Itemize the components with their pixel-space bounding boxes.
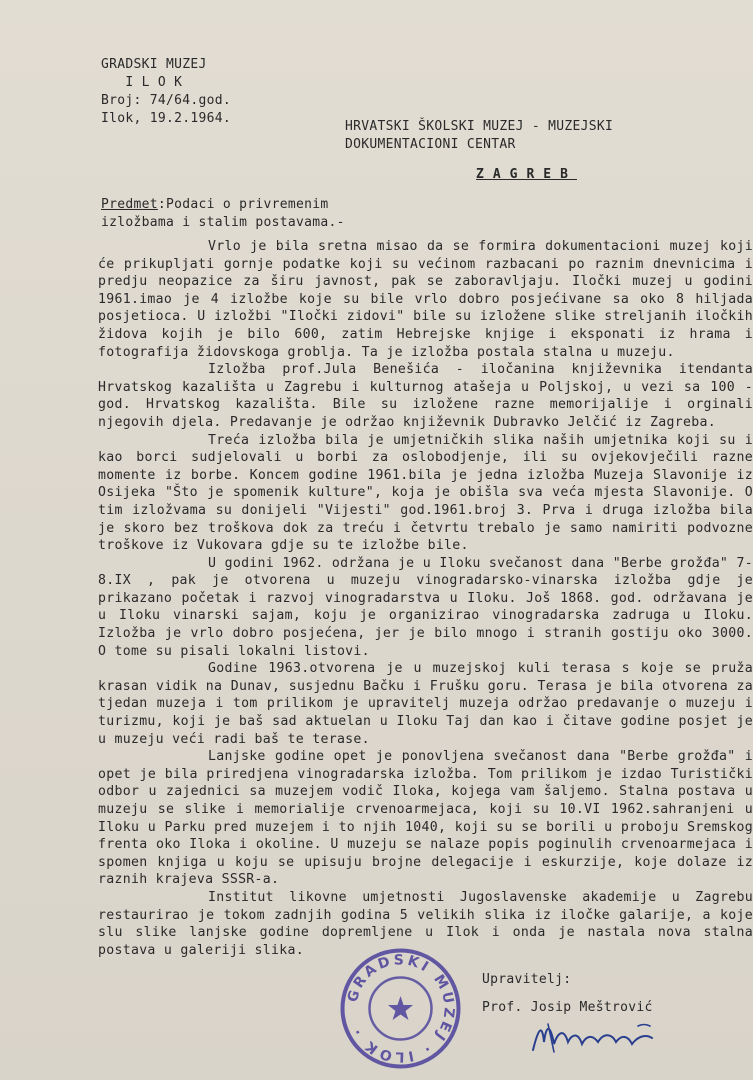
recipient-block bbox=[345, 118, 613, 154]
recipient-line-1: HRVATSKI ŠKOLSKI MUZEJ - MUZEJSKI bbox=[345, 119, 614, 134]
signature-scribble-icon bbox=[528, 1012, 668, 1062]
recipient-city: ZAGREB bbox=[476, 167, 577, 182]
subject-block bbox=[101, 196, 345, 232]
subject-label: Predmet bbox=[101, 197, 158, 212]
paragraph-6: Lanjske godine opet je ponovljena svečanost dana "Berbe grožđa" i opet je bila priredjena vinogradarska izložba. Tom prilikom je izdao Turistički odbor u zajednici sa muzejem vodič Iloka, kojega vam šaljemo. Stalna postava u muzeju se slike i memorialije crvenoarmejaca, koji su 10.VI 1962.sahranjeni u Iloku u Parku pred muzejem i to njih 1040, koji su se borili u proboju Sremskog frenta oko Iloka i okoline. U muzeju se nalaze popis poginulih crvenoarmejaca i spomen knjiga u koju se upisuju brojne delegacije i eskurzije, koje dolaze iz raznih krajeva SSSR-a. bbox=[98, 749, 753, 888]
handwritten-signature bbox=[528, 1012, 668, 1066]
recipient-line-2: DOKUMENTACIONI CENTAR bbox=[345, 137, 516, 152]
sender-date: Ilok, 19.2.1964. bbox=[101, 111, 232, 126]
sender-city: I L O K bbox=[101, 75, 183, 90]
subject-line-2: izložbama i stalim postavama.- bbox=[101, 215, 345, 230]
signature-title: Upravitelj: bbox=[482, 972, 572, 987]
sender-name: GRADSKI MUZEJ bbox=[101, 57, 207, 72]
paragraph-1: Vrlo je bila sretna misao da se formira dokumentacioni muzej koji će prikupljati gornje podatke koji su većinom razbacani po raznim dnevnicima i predju neopazice za širu javnost, pak se zaboravljaju. Iločki muzej u godini 1961.imao je 4 izložbe koje su bile vrlo dobro posjećivane sa oko 8 hiljada posjetioca. U izložbi "Iločki zidovi" bile su izložene slike streljanih iločkih židova kojih je bilo 600, zatim Hebrejske knjige i eksponati iz hrama i fotografija židovskoga groblja. Ta je izložba postala stalna u muzeju. bbox=[98, 239, 753, 360]
sender-number: Broj: 74/64.god. bbox=[101, 93, 232, 108]
paragraph-7: Institut likovne umjetnosti Jugoslavenske akademije u Zagrebu restaurirao je tokom zadnjih godina 5 velikih slika iz iločke galarije, a koje slu slike lanjske godine dopremljene u Ilok i onda je nastala nova stalna postava u galeriji slika. bbox=[98, 889, 753, 958]
svg-text:GRADSKI MUZEJ · ILOK ·: GRADSKI MUZEJ · ILOK · bbox=[344, 952, 457, 1065]
sender-block bbox=[101, 56, 231, 128]
paragraph-3: Treća izložba bila je umjetničkih slika naših umjetnika koji su i kao borci sudjelovali u borbi za oslobodjenje, ili su ovjekovječili razne momente iz borbe. Koncem godine 1961.bila je jedna izložba Muzeja Slavonije iz Osijeka "Što je spomenik kulture", koja je obišla sva veća mjesta Slavonije. O tim izložvama su donijeli "Vijesti" god.1961.broj 3. Prva i druga izložba bila je skoro bez troškova dok za treću i četvrtu trebalo je samo namiriti podvozne troškove iz Vukovara gdje su te izložbe bile. bbox=[98, 432, 753, 554]
museum-stamp bbox=[338, 946, 463, 1075]
paragraph-2: Izložba prof.Jula Benešića - iločanina književnika itendanta Hrvatskog kazališta u Zagrebu i kulturnog atašeja u Poljskoj, u vezi sa 100 - god. Hrvatskog kazališta. Bile su izložene razne memorijalije i orginali njegovih djela. Predavanje je održao književnik Dubravko Jelčić iz Zagreba. bbox=[98, 362, 753, 430]
letter-body bbox=[98, 238, 753, 959]
paragraph-5: Godine 1963.otvorena je u muzejskoj kuli terasa s koje se pruža krasan vidik na Dunav, susjednu Bačku i Frušku goru. Terasa je bila otvorena za tjedan muzeja i tom prilikom je upravitelj muzeja održao predavanje o muzeju i turizmu, koji je baš sad aktuelan u Iloku Taj dan kao i čitave godine posjet je u muzeju veći radi baš te terase. bbox=[98, 661, 753, 747]
signature-name: Prof. Josip Meštrović bbox=[482, 1000, 653, 1015]
stamp-seal-icon bbox=[338, 946, 463, 1071]
subject-line-1: :Podaci o privremenim bbox=[157, 197, 329, 212]
paragraph-4: U godini 1962. održana je u Iloku svečanost dana "Berbe grožđa" 7-8.IX , pak je otvorena u muzeju vinogradarsko-vinarska izložba gdje je prikazano početak i razvoj vinogradarstva u Iloku. Još 1868. god. održavana je u Iloku vinarski sajam, koju je organizirao vinogradarska zadruga u Iloku. Izložba je vrlo dobro posjećena, jer je bilo mnogo i stranih gostiju oko 3000. O tome su pisali lokalni listovi. bbox=[98, 555, 753, 659]
